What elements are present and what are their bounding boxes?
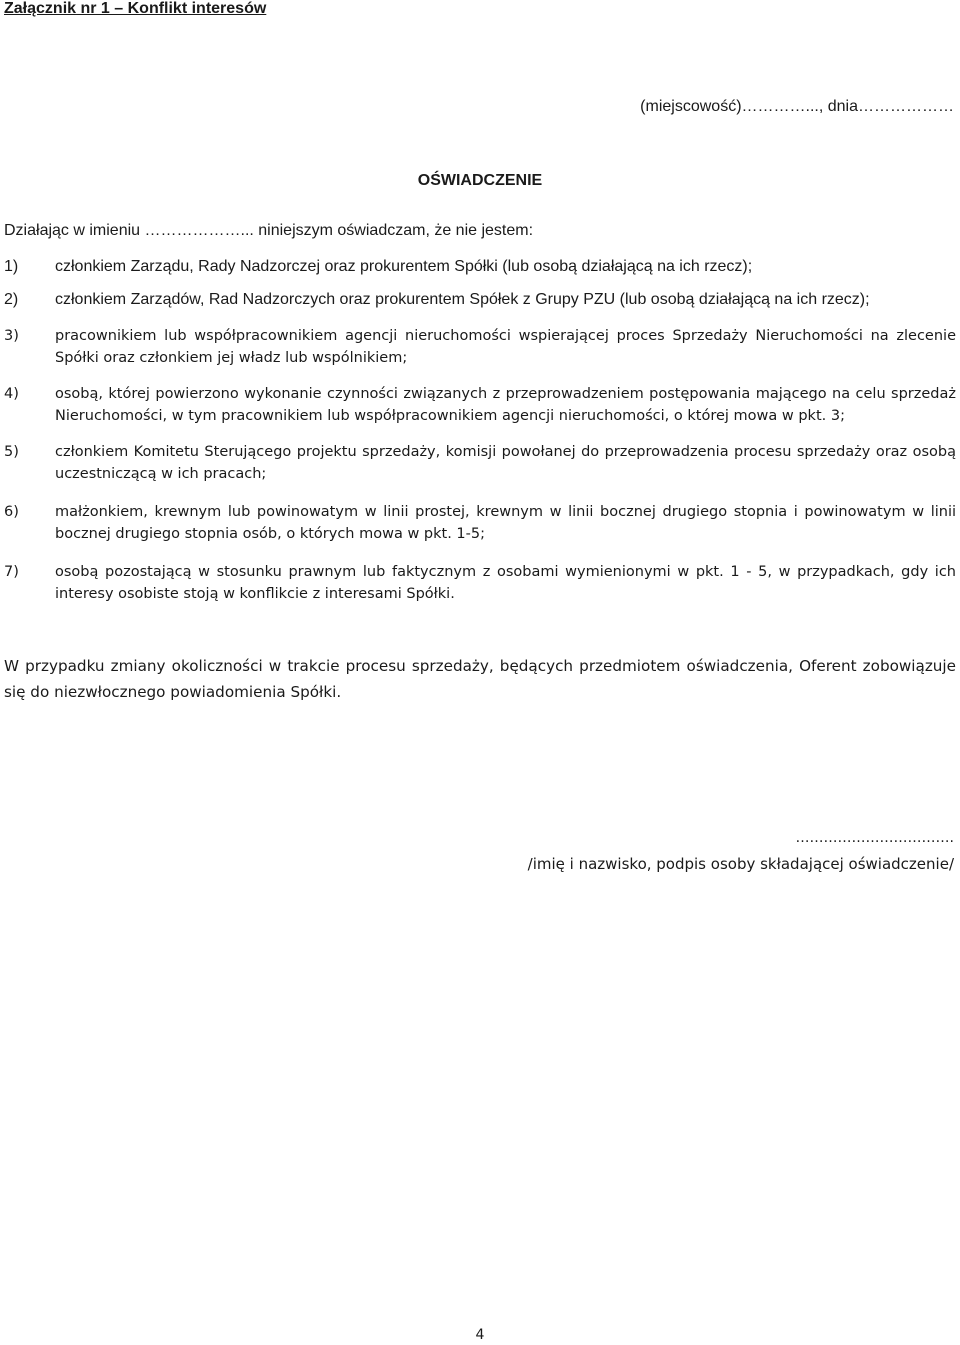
list-item-number: 4) <box>4 386 19 402</box>
list-item-text: członkiem Zarządów, Rad Nadzorczych oraz prokurentem Spółek z Grupy PZU (lub osobą działającą na ich rzecz); <box>55 291 870 308</box>
list-item-text: członkiem Komitetu Sterującego projektu sprzedaży, komisji powołanej do przeprowadzenia procesu sprzedaży oraz osobą uczestniczącą w ich pracach; <box>55 444 956 482</box>
list-item <box>4 325 956 369</box>
list-item <box>4 441 956 485</box>
signature-line: ……………………………. <box>795 830 954 846</box>
list-item-number: 7) <box>4 564 19 580</box>
list-item <box>4 501 956 545</box>
list-item-text: pracownikiem lub współpracownikiem agencji nieruchomości wspierającej proces Sprzedaży Nieruchomości na zlecenie Spółki oraz członkiem jej władz lub wspólnikiem; <box>55 328 956 366</box>
declaration-list <box>4 256 956 605</box>
list-item <box>4 383 956 427</box>
list-item-text: członkiem Zarządu, Rady Nadzorczej oraz prokurentem Spółki (lub osobą działającą na ich rzecz); <box>55 258 753 275</box>
list-item-number: 5) <box>4 444 19 460</box>
list-item-text: osobą, której powierzono wykonanie czynności związanych z przeprowadzeniem postępowania mającego na celu sprzedaż Nieruchomości, w tym pracownikiem lub współpracownikiem agencji nieruchomości, o której mowa w pkt. 3; <box>55 386 956 424</box>
change-notice-paragraph: W przypadku zmiany okoliczności w trakcie procesu sprzedaży, będących przedmiotem oświadczenia, Oferent zobowiązuje się do niezwłocznego powiadomienia Spółki. <box>4 657 956 701</box>
list-item-text: małżonkiem, krewnym lub powinowatym w linii prostej, krewnym w linii bocznej drugiego stopnia i powinowatym w linii bocznej drugiego stopnia osób, o których mowa w pkt. 1-5; <box>55 504 956 542</box>
signature-caption: /imię i nazwisko, podpis osoby składającej oświadczenie/ <box>527 855 954 873</box>
list-item-number: 1) <box>4 258 19 275</box>
list-item-number: 3) <box>4 328 19 344</box>
document-title: Załącznik nr 1 – Konflikt interesów <box>4 0 267 17</box>
list-item <box>4 256 956 278</box>
place-date-line: (miejscowość)…………..., dnia……………… <box>640 98 954 115</box>
list-item-text: osobą pozostającą w stosunku prawnym lub faktycznym z osobami wymienionymi w pkt. 1 - 5, w przypadkach, gdy ich interesy osobiste stoją w konflikcie z interesami Spółki. <box>55 564 956 602</box>
list-item-number: 2) <box>4 291 19 308</box>
intro-sentence: Działając w imieniu ………………... niniejszym oświadczam, że nie jestem: <box>4 222 534 239</box>
list-item <box>4 561 956 605</box>
declaration-heading: OŚWIADCZENIE <box>417 172 543 189</box>
list-item <box>4 289 956 311</box>
list-item-number: 6) <box>4 504 19 520</box>
page-number: 4 <box>475 1327 485 1343</box>
